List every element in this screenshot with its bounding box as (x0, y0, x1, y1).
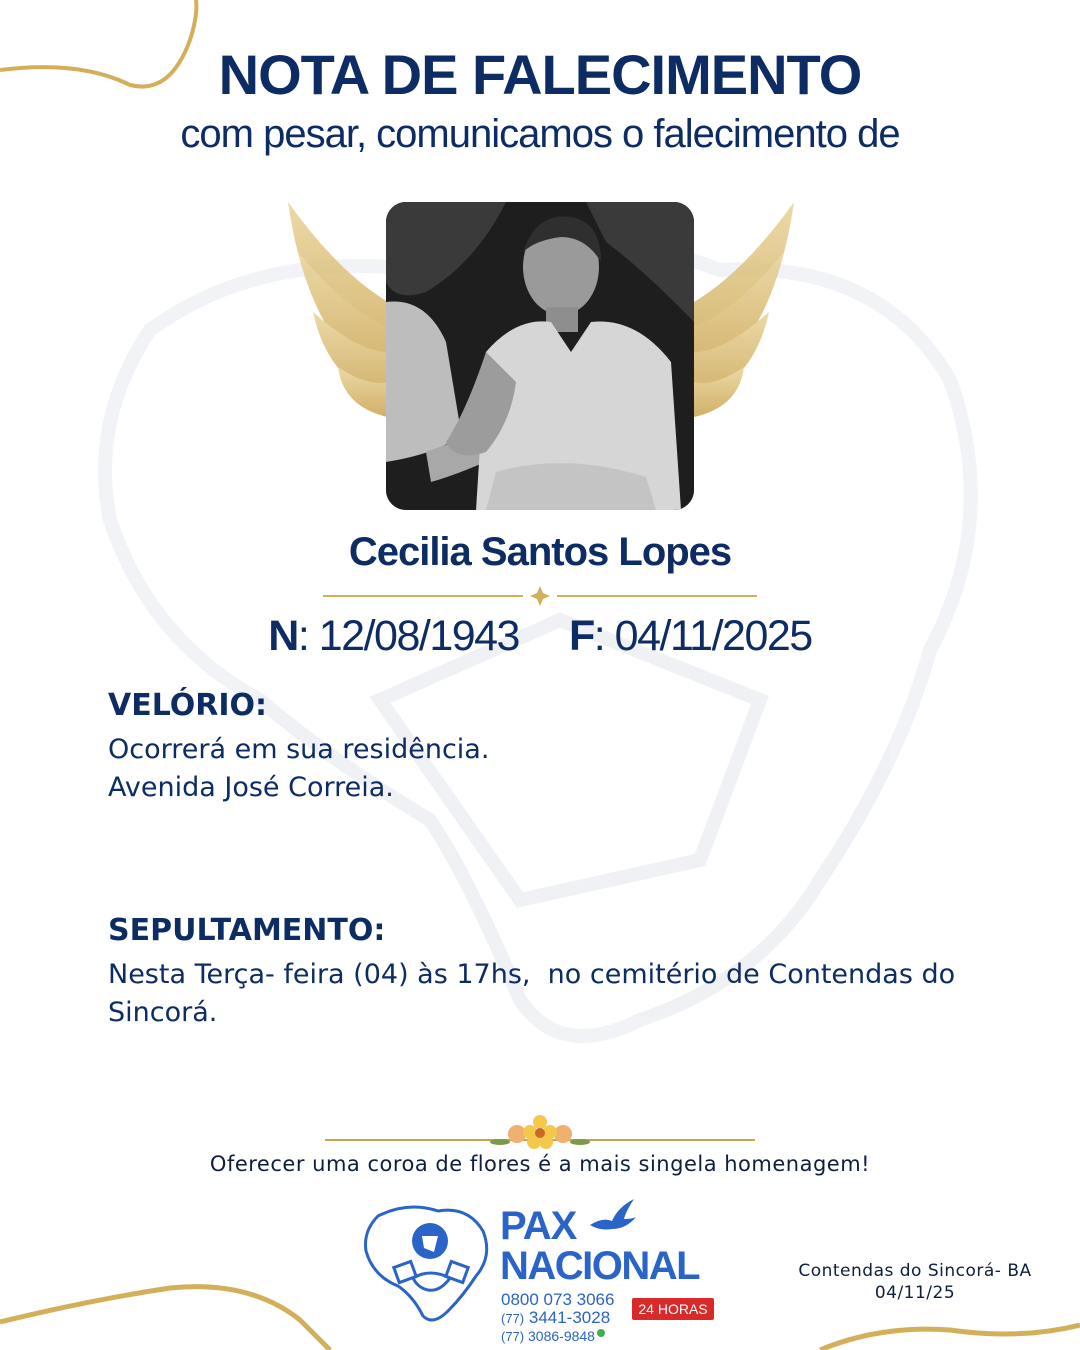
24h-badge: 24 HORAS (632, 1298, 714, 1320)
gold-swoosh-bottom-left (0, 1287, 330, 1350)
dove-icon (588, 1195, 638, 1235)
phone-area-code: (77) (501, 1329, 525, 1344)
wake-details (108, 731, 988, 807)
burial-label: SEPULTAMENTO: (108, 913, 386, 948)
phone-landline (501, 1308, 610, 1328)
whatsapp-icon (597, 1329, 605, 1337)
phone-whatsapp (501, 1328, 605, 1344)
page-subtitle: com pesar, comunicamos o falecimento de (180, 112, 900, 156)
birth-label: N (268, 612, 298, 660)
birth-date: 12/08/1943 (318, 612, 519, 660)
gold-swoosh-bottom-right (820, 1325, 1080, 1350)
phone-tollfree: 0800 073 3066 (501, 1290, 615, 1309)
deceased-photo (386, 202, 694, 510)
phone-number: 3441-3028 (528, 1308, 611, 1327)
burial-line: Nesta Terça- feira (04) às 17hs, no cemitério de Contendas do (108, 959, 956, 990)
death-label: F (568, 612, 594, 660)
burial-details (108, 956, 988, 1032)
tribute-message: Oferecer uma coroa de flores é a mais singela homenagem! (209, 1152, 871, 1176)
wake-line: Ocorrerá em sua residência. (108, 734, 490, 765)
footer-date: 04/11/25 (874, 1283, 956, 1303)
footer-place: Contendas do Sincorá- BA (798, 1261, 1032, 1281)
footer-location-date (770, 1260, 1060, 1304)
brazil-map-logo-icon (358, 1196, 494, 1330)
wake-label: VELÓRIO: (108, 688, 268, 723)
page-title: NOTA DE FALECIMENTO (218, 43, 862, 106)
brand-name-line2: NACIONAL (500, 1244, 700, 1288)
phone-number: 3086-9848 (528, 1328, 595, 1344)
dates-row: N: 12/08/1943 F: 04/11/2025 (268, 612, 812, 660)
deceased-name: Cecilia Santos Lopes (348, 530, 732, 574)
death-date: 04/11/2025 (614, 612, 812, 660)
gold-divider (323, 586, 757, 606)
brand-name-line1: PAX (500, 1204, 577, 1248)
burial-line: Sincorá. (108, 997, 218, 1028)
phone-area-code: (77) (501, 1311, 525, 1326)
wake-line: Avenida José Correia. (108, 772, 394, 803)
